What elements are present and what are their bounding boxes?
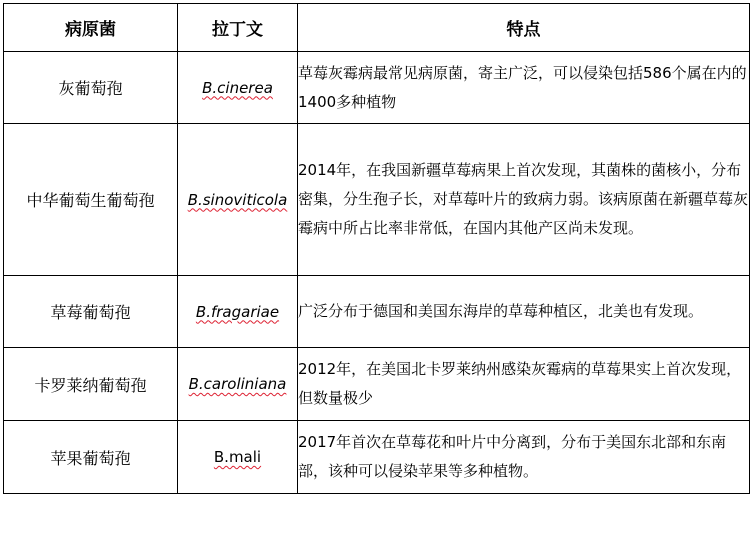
header-row <box>4 4 750 52</box>
table-row <box>4 124 750 276</box>
pathogen-name: 草莓葡萄孢 <box>4 276 178 348</box>
table-row <box>4 276 750 348</box>
table-row <box>4 52 750 124</box>
latin-name-text: B.sinoviticola <box>187 190 288 209</box>
latin-name <box>178 276 298 348</box>
feature-text: 2012年，在美国北卡罗莱纳州感染灰霉病的草莓果实上首次发现，但数量极少 <box>298 348 750 421</box>
pathogen-name: 卡罗莱纳葡萄孢 <box>4 348 178 421</box>
pathogen-table <box>3 3 750 494</box>
latin-name <box>178 124 298 276</box>
header-latin: 拉丁文 <box>178 4 298 52</box>
pathogen-name: 中华葡萄生葡萄孢 <box>4 124 178 276</box>
pathogen-name: 苹果葡萄孢 <box>4 421 178 494</box>
table-row <box>4 348 750 421</box>
latin-name-text: B.mali <box>213 448 262 466</box>
table-row <box>4 421 750 494</box>
latin-name <box>178 52 298 124</box>
header-feature: 特点 <box>298 4 750 52</box>
feature-text: 2014年，在我国新疆草莓病果上首次发现，其菌株的菌核小，分布密集，分生孢子长，对草莓叶片的致病力弱。该病原菌在新疆草莓灰霉病中所占比率非常低，在国内其他产区尚未发现。 <box>298 124 750 276</box>
latin-name-text: B.cinerea <box>202 78 273 97</box>
latin-name <box>178 348 298 421</box>
feature-text: 广泛分布于德国和美国东海岸的草莓种植区，北美也有发现。 <box>298 276 750 348</box>
latin-name <box>178 421 298 494</box>
feature-text: 草莓灰霉病最常见病原菌，寄主广泛，可以侵染包括586个属在内的1400多种植物 <box>298 52 750 124</box>
header-pathogen: 病原菌 <box>4 4 178 52</box>
latin-name-text: B.fragariae <box>195 302 280 321</box>
pathogen-name: 灰葡萄孢 <box>4 52 178 124</box>
latin-name-text: B.caroliniana <box>188 375 287 393</box>
feature-text: 2017年首次在草莓花和叶片中分离到，分布于美国东北部和东南部，该种可以侵染苹果等多种植物。 <box>298 421 750 494</box>
